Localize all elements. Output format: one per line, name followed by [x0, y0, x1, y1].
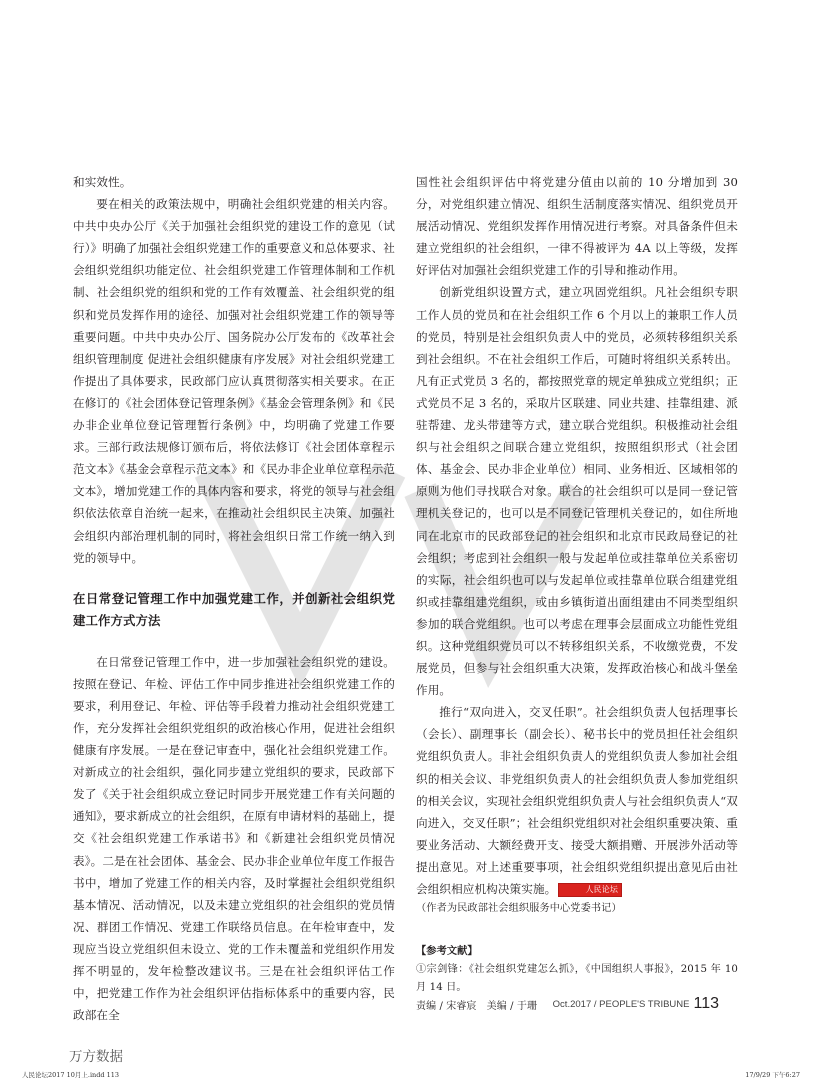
print-slug-file: 人民论坛2017 10月上.indd 113: [22, 1071, 120, 1079]
paragraph: 创新党组织设置方式，建立巩固党组织。凡社会组织专职工作人员的党员和在社会组织工作 6 个月以上的兼职工作人员的党员，特别是社会组织负责人中的党员，必须转移组织关系到社会组织。不在社会组织工作后，可随时将组织关系转出。凡有正式党员 3 名的，都按照党章的规定单独成立党组织；正式党员不足 3 名的，采取片区联建、同业共建、挂靠组建、派驻帮建、龙头带建等方式，建立联合党组织。积极推动社会组织与社会组织之间联合建立党组织，按照组织形式（社会团体、基金会、民办非企业单位）相同、业务相近、区域相邻的原则为他们寻找联合对象。联合的社会组织可以是同一登记管理机关登记的，也可以是不同登记管理机关登记的，如住所地同在北京市的民政部登记的社会组织和北京市民政局登记的社会组织；考虑到社会组织一般与发起单位或挂靠单位关系密切的实际，社会组织也可以与发起单位或挂靠单位联合组建党组织或挂靠组建党组织，或由乡镇街道出面组建由不同类型组织参加的联合党组织。也可以考虑在理事会层面成立功能性党组织。这种党组织党员可以不转移组织关系，不收缴党费，不发展党员，但参与社会组织重大决策，发挥政治核心和战斗堡垒作用。: [416, 285, 738, 698]
paragraph: 国性社会组织评估中将党建分值由以前的 10 分增加到 30 分，对党组织建立情况、组织生活制度落实情况、组织党员开展活动情况、党组织发挥作用情况进行考察。对具备条件但未建立党组织的社会组织，一律不得被评为 4A 以上等级，发挥好评估对加强社会组织党建工作的引导和推动作用。: [416, 175, 738, 278]
paragraph: 在日常登记管理工作中，进一步加强社会组织党的建设。按照在登记、年检、评估工作中同步推进社会组织党建工作的要求，利用登记、年检、评估等手段着力推动社会组织党建工作，充分发挥社会组织党组织的政治核心作用，促进社会组织健康有序发展。一是在登记审查中，强化社会组织党建工作。对新成立的社会组织，强化同步建立党组织的要求，民政部下发了《关于社会组织成立登记时同步开展党建工作有关问题的通知》，要求新成立的社会组织，在原有申请材料的基础上，提交《社会组织党建工作承诺书》和《新建社会组织党员情况表》。二是在社会团体、基金会、民办非企业单位年度工作报告书中，增加了党建工作的相关内容，及时掌握社会组织党组织基本情况、活动情况，以及未建立党组织的社会组织的党员情况、群团工作情况、党建工作联络员信息。在年检审查中，发现应当设立党组织但未设立、党的工作未覆盖和党组织作用发挥不明显的，发年检整改建议书。三是在社会组织评估工作中，把党建工作作为社会组织评估指标体系中的重要内容，民政部在全: [73, 654, 395, 1023]
references-heading: 【参考文献】: [416, 945, 478, 958]
editors-credit: 责编 / 宋睿宸 美编 / 于珊: [416, 1000, 538, 1012]
source-brand: 万方数据: [69, 1049, 123, 1065]
paragraph: 要在相关的政策法规中，明确社会组织党建的相关内容。中共中央办公厅《关于加强社会组织党的建设工作的意见（试行）》明确了加强社会组织党建工作的重要意义和总体要求、社会组织党组织功能定位、社会组织党建工作管理体制和工作机制、社会组织党的组织和党的工作有效覆盖、社会组织党的组织和党员发挥作用的途径、加强对社会组织党建工作的领导等重要问题。中共中央办公厅、国务院办公厅发布的《改革社会组织管理制度 促进社会组织健康有序发展》对社会组织党建工作提出了具体要求，民政部门应认真贯彻落实相关要求。在正在修订的《社会团体登记管理条例》《基金会管理条例》和《民办非企业单位登记管理暂行条例》中，均明确了党建工作要求。三部行政法规修订颁布后，将依法修订《社会团体章程示范文本》《基金会章程示范文本》和《民办非企业单位章程示范文本》，增加党建工作的具体内容和要求，将党的领导与社会组织依法依章自治统一起来，在推动社会组织民主决策、加强社会组织内部治理机制的同时，将社会组织日常工作统一纳入到党的领导中。: [73, 197, 395, 565]
paragraph-text: 推行“双向进入，交叉任职”。社会组织负责人包括理事长（会长）、副理事长（副会长）、秘书长中的党员担任社会组织党组织负责人。非社会组织负责人的党组织负责人参加社会组织的相关会议、非党组织负责人的社会组织负责人参加党组织的相关会议，实现社会组织党组织负责人与社会组织负责人“双向进入，交叉任职”；社会组织党组织对社会组织重要决策、重要业务活动、大额经费开支、接受大额捐赠、开展涉外活动等提出意见。对上述重要事项，社会组织党组织提出意见后由社会组织相应机构决策实施。: [416, 705, 738, 896]
reference-item: ①宗剑锋：《社会组织党建怎么抓》，《中国组织人事报》，2015 年 10 月 14 日。: [416, 963, 738, 994]
paragraph: [416, 701, 738, 900]
left-column: [73, 171, 395, 1026]
right-column: [416, 171, 738, 1016]
end-stamp-logo: 人民论坛: [558, 883, 622, 897]
author-note: （作者为民政部社会组织服务中心党委书记）: [416, 903, 622, 915]
section-heading: 在日常登记管理工作中加强党建工作，并创新社会组织党建工作方式方法: [73, 590, 395, 628]
journal-name: Oct.2017 / PEOPLE'S TRIBUNE: [552, 999, 690, 1010]
print-slug-date: 17/9/29 下午6:27: [745, 1071, 800, 1079]
page-number: 113: [693, 995, 719, 1012]
paragraph: 和实效性。: [73, 175, 132, 189]
page-folio: [553, 995, 719, 1013]
